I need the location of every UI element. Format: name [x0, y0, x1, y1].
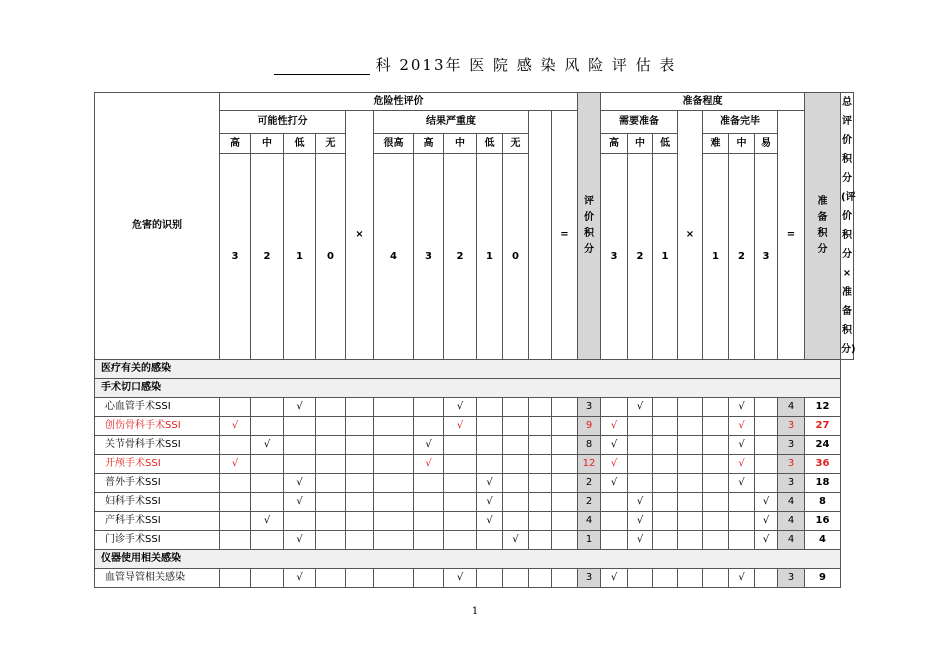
empty-cell: [251, 455, 284, 474]
poss-value: 1: [284, 154, 316, 360]
empty-cell: [477, 569, 503, 588]
check-mark: √: [220, 455, 251, 474]
prep-score-cell: 3: [778, 455, 805, 474]
empty-cell: [477, 436, 503, 455]
empty-cell: [678, 455, 703, 474]
done-value: 1: [703, 154, 729, 360]
total-score-cell: 9: [805, 569, 841, 588]
need-value: 3: [601, 154, 628, 360]
check-mark: √: [284, 474, 316, 493]
done-value: 2: [729, 154, 755, 360]
empty-cell: [703, 493, 729, 512]
table-row: [95, 569, 854, 588]
check-mark: √: [729, 455, 755, 474]
page-title: [0, 54, 950, 75]
empty-cell: [374, 531, 414, 550]
empty-cell: [220, 531, 251, 550]
check-mark: √: [729, 398, 755, 417]
empty-cell: [316, 455, 346, 474]
empty-cell: [374, 436, 414, 455]
empty-cell: [703, 398, 729, 417]
page-number: 1: [471, 606, 479, 617]
multiply-sign-2: ×: [678, 111, 703, 360]
eval-score-header: 评价积分: [578, 93, 601, 360]
eval-score-cell: 1: [578, 531, 601, 550]
cons-level: 无: [503, 134, 529, 154]
empty-cell: [529, 398, 552, 417]
poss-value: 3: [220, 154, 251, 360]
cons-value: 4: [374, 154, 414, 360]
check-mark: √: [414, 436, 444, 455]
eval-score-cell: 3: [578, 398, 601, 417]
table-row: [95, 455, 854, 474]
consequence-header: 结果严重度: [374, 111, 529, 134]
check-mark: √: [284, 398, 316, 417]
empty-cell: [444, 493, 477, 512]
empty-cell: [220, 569, 251, 588]
section-header: 医疗有关的感染: [95, 360, 841, 379]
empty-cell: [346, 455, 374, 474]
empty-cell: [653, 398, 678, 417]
empty-cell: [529, 417, 552, 436]
total-score-cell: 36: [805, 455, 841, 474]
empty-cell: [220, 398, 251, 417]
empty-cell: [601, 398, 628, 417]
eval-score-cell: 12: [578, 455, 601, 474]
empty-cell: [284, 417, 316, 436]
empty-cell: [346, 531, 374, 550]
table-row: [95, 417, 854, 436]
empty-cell: [729, 531, 755, 550]
empty-cell: [220, 474, 251, 493]
hazard-label: 血管导管相关感染: [95, 569, 220, 588]
empty-cell: [552, 398, 578, 417]
prep-score-cell: 4: [778, 531, 805, 550]
empty-cell: [678, 493, 703, 512]
empty-cell: [755, 569, 778, 588]
cons-level: 高: [414, 134, 444, 154]
empty-cell: [284, 512, 316, 531]
empty-cell: [703, 569, 729, 588]
empty-cell: [414, 531, 444, 550]
need-value: 1: [653, 154, 678, 360]
equals-sign-2: =: [778, 111, 805, 360]
need-prep-header: 需要准备: [601, 111, 678, 134]
hazard-label: 门诊手术SSI: [95, 531, 220, 550]
check-mark: √: [444, 398, 477, 417]
empty-cell: [220, 512, 251, 531]
empty-cell: [755, 474, 778, 493]
empty-cell: [552, 569, 578, 588]
empty-cell: [316, 569, 346, 588]
empty-cell: [703, 512, 729, 531]
total-score-cell: 12: [805, 398, 841, 417]
empty-cell: [414, 569, 444, 588]
empty-cell: [552, 493, 578, 512]
hazard-label: 普外手术SSI: [95, 474, 220, 493]
hazard-label: 产科手术SSI: [95, 512, 220, 531]
table-row: [95, 493, 854, 512]
empty-cell: [444, 436, 477, 455]
empty-cell: [703, 455, 729, 474]
empty-cell: [601, 531, 628, 550]
empty-cell: [477, 531, 503, 550]
check-mark: √: [729, 569, 755, 588]
empty-cell: [374, 474, 414, 493]
check-mark: √: [503, 531, 529, 550]
empty-cell: [316, 398, 346, 417]
empty-cell: [653, 436, 678, 455]
empty-cell: [755, 398, 778, 417]
empty-cell: [374, 493, 414, 512]
empty-cell: [678, 417, 703, 436]
need-value: 2: [628, 154, 653, 360]
empty-cell: [703, 531, 729, 550]
empty-cell: [414, 474, 444, 493]
hazard-label: 心血管手术SSI: [95, 398, 220, 417]
empty-cell: [251, 531, 284, 550]
empty-cell: [755, 455, 778, 474]
empty-cell: [729, 493, 755, 512]
check-mark: √: [755, 531, 778, 550]
empty-cell: [346, 512, 374, 531]
empty-cell: [477, 417, 503, 436]
table-row: [95, 512, 854, 531]
section-header: 手术切口感染: [95, 379, 841, 398]
hazard-label: 开颅手术SSI: [95, 455, 220, 474]
check-mark: √: [628, 398, 653, 417]
check-mark: √: [729, 474, 755, 493]
empty-cell: [653, 493, 678, 512]
empty-cell: [601, 512, 628, 531]
empty-cell: [444, 474, 477, 493]
prep-score-cell: 3: [778, 569, 805, 588]
empty-cell: [444, 531, 477, 550]
empty-cell: [346, 398, 374, 417]
empty-cell: [346, 493, 374, 512]
check-mark: √: [284, 569, 316, 588]
check-mark: √: [220, 417, 251, 436]
empty-cell: [503, 417, 529, 436]
empty-cell: [316, 436, 346, 455]
empty-cell: [346, 436, 374, 455]
empty-cell: [703, 474, 729, 493]
prep-score-cell: 3: [778, 417, 805, 436]
readiness-header: 准备程度: [601, 93, 805, 111]
empty-cell: [503, 493, 529, 512]
prep-score-cell: 4: [778, 493, 805, 512]
empty-cell: [316, 512, 346, 531]
prep-score-cell: 4: [778, 398, 805, 417]
check-mark: √: [477, 512, 503, 531]
empty-cell: [477, 455, 503, 474]
empty-cell: [653, 417, 678, 436]
cons-value: 0: [503, 154, 529, 360]
empty-cell: [628, 474, 653, 493]
empty-cell: [628, 436, 653, 455]
empty-cell: [653, 569, 678, 588]
empty-cell: [529, 474, 552, 493]
check-mark: √: [414, 455, 444, 474]
empty-cell: [414, 493, 444, 512]
check-mark: √: [628, 493, 653, 512]
empty-cell: [678, 398, 703, 417]
total-score-cell: 18: [805, 474, 841, 493]
poss-level: 中: [251, 134, 284, 154]
empty-cell: [703, 436, 729, 455]
empty-cell: [678, 436, 703, 455]
empty-cell: [414, 417, 444, 436]
empty-cell: [678, 569, 703, 588]
check-mark: √: [601, 569, 628, 588]
hazard-label: 创伤骨科手术SSI: [95, 417, 220, 436]
table-row: [95, 436, 854, 455]
title-text: 科 2013年 医 院 感 染 风 险 评 估 表: [375, 56, 677, 74]
check-mark: √: [628, 512, 653, 531]
eval-score-cell: 9: [578, 417, 601, 436]
poss-value: 2: [251, 154, 284, 360]
check-mark: √: [729, 436, 755, 455]
done-value: 3: [755, 154, 778, 360]
eval-score-cell: 2: [578, 474, 601, 493]
total-score-cell: 4: [805, 531, 841, 550]
cons-value: 2: [444, 154, 477, 360]
poss-value: 0: [316, 154, 346, 360]
prep-score-cell: 4: [778, 512, 805, 531]
check-mark: √: [444, 569, 477, 588]
multiply-sign: ×: [346, 111, 374, 360]
check-mark: √: [601, 436, 628, 455]
hazard-label: 妇科手术SSI: [95, 493, 220, 512]
empty-cell: [251, 493, 284, 512]
total-score-cell: 8: [805, 493, 841, 512]
prep-score-cell: 3: [778, 436, 805, 455]
check-mark: √: [251, 436, 284, 455]
table-row: [95, 474, 854, 493]
empty-cell: [284, 455, 316, 474]
empty-cell: [346, 474, 374, 493]
empty-cell: [703, 417, 729, 436]
need-level: 低: [653, 134, 678, 154]
done-level: 中: [729, 134, 755, 154]
empty-cell: [552, 531, 578, 550]
empty-cell: [503, 455, 529, 474]
empty-cell: [601, 493, 628, 512]
empty-cell: [678, 531, 703, 550]
check-mark: √: [444, 417, 477, 436]
empty-cell: [374, 512, 414, 531]
poss-level: 低: [284, 134, 316, 154]
empty-cell: [529, 493, 552, 512]
empty-cell: [755, 436, 778, 455]
total-score-cell: 24: [805, 436, 841, 455]
cons-value: 1: [477, 154, 503, 360]
empty-cell: [755, 417, 778, 436]
empty-cell: [414, 398, 444, 417]
empty-cell: [220, 436, 251, 455]
check-mark: √: [628, 531, 653, 550]
done-level: 易: [755, 134, 778, 154]
empty-cell: [316, 493, 346, 512]
prep-score-header: 准备积分: [805, 93, 841, 360]
check-mark: √: [477, 493, 503, 512]
check-mark: √: [251, 512, 284, 531]
empty-cell: [529, 569, 552, 588]
cons-value: 3: [414, 154, 444, 360]
empty-cell: [374, 398, 414, 417]
empty-cell: [251, 398, 284, 417]
empty-cell: [552, 455, 578, 474]
need-level: 中: [628, 134, 653, 154]
risk-evaluation-header: 危险性评价: [220, 93, 578, 111]
empty-cell: [503, 569, 529, 588]
done-level: 难: [703, 134, 729, 154]
check-mark: √: [601, 455, 628, 474]
hazard-identification-header: 危害的识别: [95, 93, 220, 360]
empty-cell: [316, 474, 346, 493]
empty-cell: [678, 512, 703, 531]
empty-cell: [374, 455, 414, 474]
empty-cell: [529, 455, 552, 474]
blank-col: [529, 111, 552, 360]
empty-cell: [628, 569, 653, 588]
empty-cell: [414, 512, 444, 531]
empty-cell: [529, 512, 552, 531]
empty-cell: [628, 455, 653, 474]
empty-cell: [729, 512, 755, 531]
cons-level: 低: [477, 134, 503, 154]
equals-sign: =: [552, 111, 578, 360]
empty-cell: [251, 474, 284, 493]
eval-score-cell: 8: [578, 436, 601, 455]
empty-cell: [653, 512, 678, 531]
possibility-header: 可能性打分: [220, 111, 346, 134]
check-mark: √: [284, 493, 316, 512]
empty-cell: [503, 398, 529, 417]
empty-cell: [503, 436, 529, 455]
risk-assessment-table: [94, 92, 854, 588]
check-mark: √: [601, 474, 628, 493]
empty-cell: [251, 569, 284, 588]
empty-cell: [316, 531, 346, 550]
empty-cell: [284, 436, 316, 455]
hazard-label: 关节骨科手术SSI: [95, 436, 220, 455]
empty-cell: [552, 512, 578, 531]
empty-cell: [678, 474, 703, 493]
empty-cell: [653, 474, 678, 493]
empty-cell: [628, 417, 653, 436]
table-row: [95, 398, 854, 417]
empty-cell: [220, 493, 251, 512]
prep-done-header: 准备完毕: [703, 111, 778, 134]
eval-score-cell: 4: [578, 512, 601, 531]
empty-cell: [444, 455, 477, 474]
empty-cell: [552, 417, 578, 436]
empty-cell: [251, 417, 284, 436]
check-mark: √: [755, 493, 778, 512]
poss-level: 高: [220, 134, 251, 154]
cons-level: 中: [444, 134, 477, 154]
empty-cell: [346, 569, 374, 588]
check-mark: √: [601, 417, 628, 436]
empty-cell: [374, 417, 414, 436]
empty-cell: [346, 417, 374, 436]
empty-cell: [316, 417, 346, 436]
poss-level: 无: [316, 134, 346, 154]
need-level: 高: [601, 134, 628, 154]
check-mark: √: [755, 512, 778, 531]
check-mark: √: [729, 417, 755, 436]
empty-cell: [444, 512, 477, 531]
total-score-header: 总评价积分(评价积分×准备积分): [841, 93, 854, 360]
department-blank: [274, 60, 370, 75]
eval-score-cell: 3: [578, 569, 601, 588]
prep-score-cell: 3: [778, 474, 805, 493]
total-score-cell: 27: [805, 417, 841, 436]
total-score-cell: 16: [805, 512, 841, 531]
empty-cell: [374, 569, 414, 588]
empty-cell: [653, 531, 678, 550]
empty-cell: [477, 398, 503, 417]
eval-score-cell: 2: [578, 493, 601, 512]
empty-cell: [552, 474, 578, 493]
empty-cell: [653, 455, 678, 474]
check-mark: √: [284, 531, 316, 550]
empty-cell: [503, 474, 529, 493]
table-row: [95, 531, 854, 550]
empty-cell: [529, 531, 552, 550]
empty-cell: [503, 512, 529, 531]
section-header: 仪器使用相关感染: [95, 550, 841, 569]
empty-cell: [552, 436, 578, 455]
check-mark: √: [477, 474, 503, 493]
cons-level: 很高: [374, 134, 414, 154]
empty-cell: [529, 436, 552, 455]
